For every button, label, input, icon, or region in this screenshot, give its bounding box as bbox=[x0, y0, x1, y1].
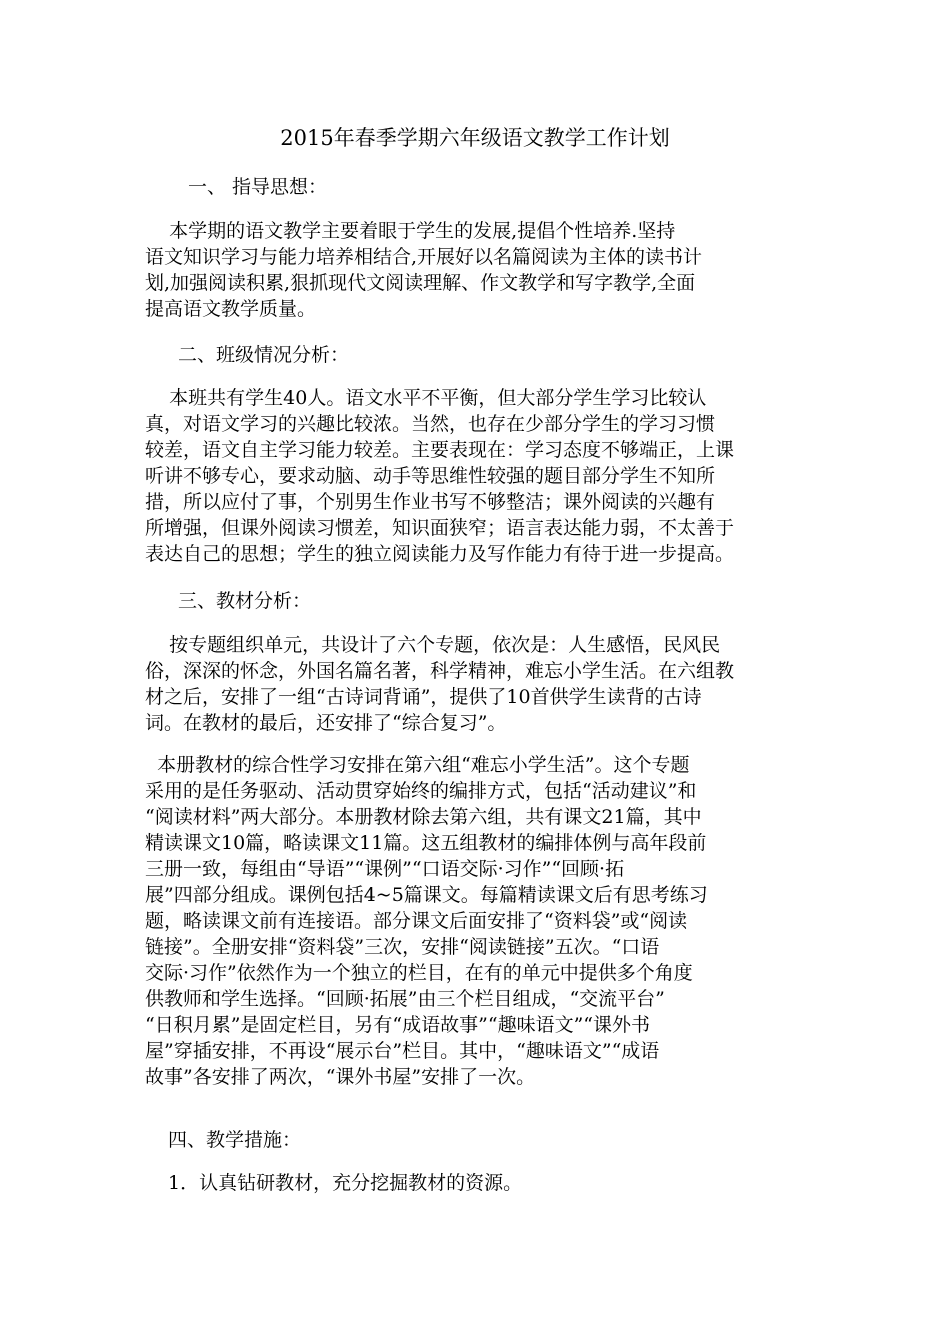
section-heading-class-analysis: 二、班级情况分析： bbox=[178, 344, 350, 366]
text-line: 按专题组织单元，共设计了六个专题，依次是：人生感悟，民风民 bbox=[145, 634, 721, 656]
text-line: 提高语文教学质量。 bbox=[145, 298, 317, 320]
document-title: 2015年春季学期六年级语文教学工作计划 bbox=[280, 126, 670, 150]
text-line: 所增强，但课外阅读习惯差，知识面狭窄；语言表达能力弱，不太善于 bbox=[145, 517, 735, 539]
text-line: 语文知识学习与能力培养相结合,开展好以名篇阅读为主体的读书计 bbox=[145, 246, 703, 268]
text-line: 较差，语文自主学习能力较差。主要表现在：学习态度不够端正，上课 bbox=[145, 439, 735, 461]
text-line: 本册教材的综合性学习安排在第六组“难忘小学生活”。这个专题 bbox=[145, 754, 690, 776]
text-line: 展”四部分组成。课例包括4~5篇课文。每篇精读课文后有思考练习 bbox=[145, 884, 708, 906]
text-line: 措，所以应付了事，个别男生作业书写不够整洁；课外阅读的兴趣有 bbox=[145, 491, 716, 513]
section-body-class-analysis bbox=[145, 385, 825, 567]
section-heading-guiding-ideology: 一、 指导思想： bbox=[188, 176, 328, 198]
section-body-textbook-analysis-2 bbox=[145, 752, 825, 1090]
text-line: 供教师和学生选择。“回顾·拓展”由三个栏目组成，“交流平台” bbox=[145, 988, 665, 1010]
text-line: 词。在教材的最后，还安排了“综合复习”。 bbox=[145, 712, 507, 734]
text-line: 俗，深深的怀念，外国名篇名著，科学精神，难忘小学生活。在六组教 bbox=[145, 660, 735, 682]
text-line: 材之后，安排了一组“古诗词背诵”，提供了10首供学生读背的古诗 bbox=[145, 686, 702, 708]
text-line: 本班共有学生40人。语文水平不平衡，但大部分学生学习比较认 bbox=[145, 387, 707, 409]
text-line: 屋”穿插安排，不再设“展示台”栏目。其中，“趣味语文”“成语 bbox=[145, 1040, 660, 1062]
section-body-textbook-analysis-1 bbox=[145, 632, 825, 736]
text-line: 精读课文10篇，略读课文11篇。这五组教材的编排体例与高年段前 bbox=[145, 832, 707, 854]
text-line: 表达自己的思想；学生的独立阅读能力及写作能力有待于进一步提高。 bbox=[145, 543, 735, 565]
text-line: 三册一致，每组由“导语”“课例”“口语交际·习作”“回顾·拓 bbox=[145, 858, 625, 880]
text-line: 采用的是任务驱动、活动贯穿始终的编排方式，包括“活动建议”和 bbox=[145, 780, 697, 802]
text-line: “日积月累”是固定栏目，另有“成语故事”“趣味语文”“课外书 bbox=[145, 1014, 650, 1036]
section-heading-teaching-measures: 四、教学措施： bbox=[168, 1129, 302, 1151]
text-line: “阅读材料”两大部分。本册教材除去第六组，共有课文21篇，其中 bbox=[145, 806, 702, 828]
text-line: 听讲不够专心，要求动脑、动手等思维性较强的题目部分学生不知所 bbox=[145, 465, 716, 487]
section-body-guiding-ideology bbox=[145, 218, 825, 322]
text-line: 划,加强阅读积累,狠抓现代文阅读理解、作文教学和写字教学,全面 bbox=[145, 272, 696, 294]
text-line: 链接”。全册安排“资料袋”三次，安排“阅读链接”五次。“口语 bbox=[145, 936, 660, 958]
measure-item-1: 1．认真钻研教材，充分挖掘教材的资源。 bbox=[168, 1172, 523, 1194]
text-line: 本学期的语文教学主要着眼于学生的发展,提倡个性培养.坚持 bbox=[145, 220, 676, 242]
text-line: 题，略读课文前有连接语。部分课文后面安排了“资料袋”或“阅读 bbox=[145, 910, 688, 932]
section-heading-textbook-analysis: 三、教材分析： bbox=[178, 590, 312, 612]
text-line: 故事”各安排了两次，“课外书屋”安排了一次。 bbox=[145, 1066, 536, 1088]
text-line: 真，对语文学习的兴趣比较浓。当然，也存在少部分学生的学习习惯 bbox=[145, 413, 716, 435]
text-line: 交际·习作”依然作为一个独立的栏目，在有的单元中提供多个角度 bbox=[145, 962, 693, 984]
